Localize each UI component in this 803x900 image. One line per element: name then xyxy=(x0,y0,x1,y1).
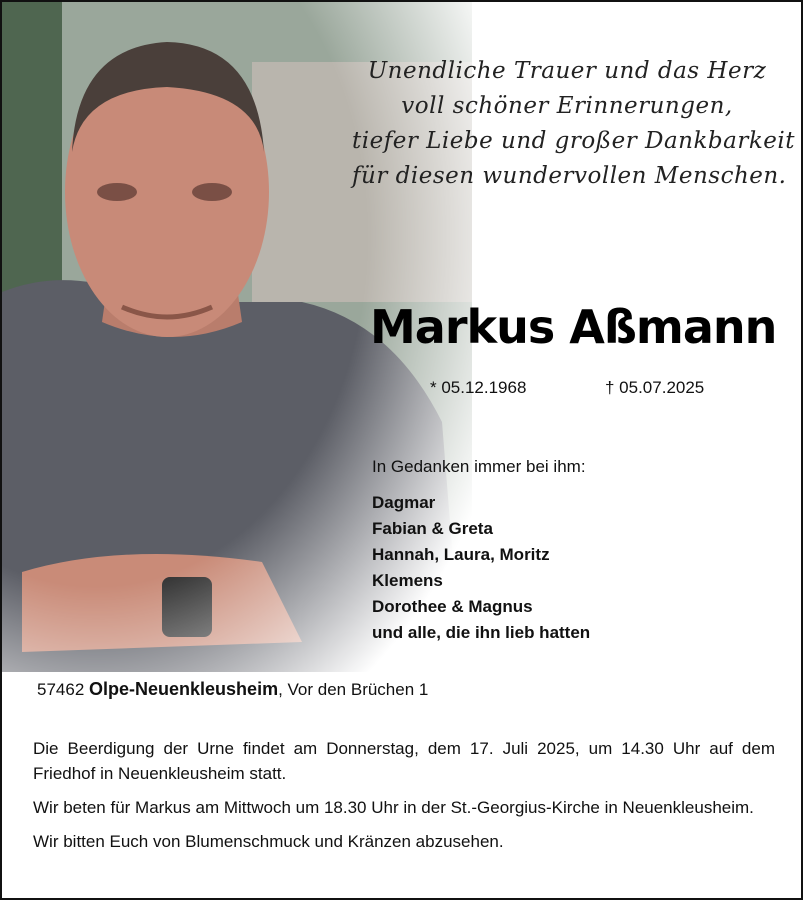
mourner-name: Hannah, Laura, Moritz xyxy=(372,545,550,564)
quote-line: für diesen wundervollen Menschen. xyxy=(352,163,787,189)
quote-line: Unendliche Trauer und das Herz xyxy=(367,58,767,84)
address-street: , Vor den Brüchen 1 xyxy=(278,680,429,699)
mourner-name: Dorothee & Magnus xyxy=(372,597,533,616)
birth-date: * 05.12.1968 xyxy=(430,378,527,397)
address-zip: 57462 xyxy=(37,680,85,699)
deceased-name: Markus Aßmann xyxy=(370,300,777,354)
mourner-list xyxy=(372,490,590,646)
quote-line: voll schöner Erinnerungen, xyxy=(401,93,733,119)
death-date: † 05.07.2025 xyxy=(605,378,705,397)
mourning-intro: In Gedanken immer bei ihm: xyxy=(372,457,586,476)
mourner-name: Klemens xyxy=(372,571,443,590)
mourner-name: Dagmar xyxy=(372,493,436,512)
address-line xyxy=(37,679,428,700)
mourner-name: Fabian & Greta xyxy=(372,519,493,538)
memorial-quote xyxy=(352,54,796,194)
funeral-info xyxy=(33,736,775,863)
info-paragraph: Wir bitten Euch von Blumenschmuck und Kränzen abzusehen. xyxy=(33,832,504,851)
info-paragraph: Wir beten für Markus am Mittwoch um 18.30 Uhr in der St.-Georgius-Kirche in Neuenkleusheim. xyxy=(33,798,754,817)
mourner-name: und alle, die ihn lieb hatten xyxy=(372,623,591,642)
quote-line: tiefer Liebe und großer Dankbarkeit xyxy=(352,128,796,154)
address-city: Olpe-Neuenkleusheim xyxy=(89,679,279,699)
info-paragraph: Die Beerdigung der Urne findet am Donnerstag, dem 17. Juli 2025, um 14.30 Uhr auf dem Friedhof in Neuenkleusheim statt. xyxy=(33,739,775,783)
